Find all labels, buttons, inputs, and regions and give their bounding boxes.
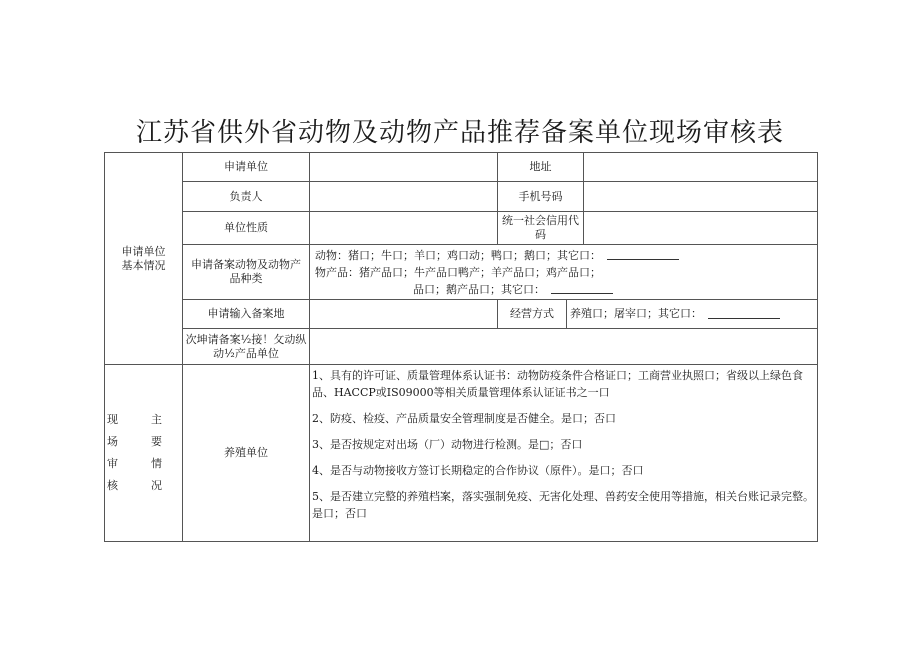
review-label-row <box>105 475 162 497</box>
review-section-label <box>104 364 183 542</box>
review-label-row <box>105 453 162 475</box>
phone-field[interactable] <box>583 181 818 212</box>
mode-label: 经营方式 <box>497 299 567 329</box>
place-field[interactable] <box>309 299 498 329</box>
review-char: 况 <box>151 479 162 492</box>
species-line-3[interactable]: 品口；鹅产品口；其它口： <box>413 282 545 296</box>
species-other-animal-blank[interactable] <box>607 250 679 260</box>
review-form-table <box>104 152 818 542</box>
mode-value[interactable]: 养殖口；屠宰口；其它口： <box>570 307 702 320</box>
species-options <box>309 244 818 300</box>
phone-label: 手机号码 <box>497 181 584 212</box>
farm-unit-label: 养殖单位 <box>182 364 310 542</box>
principal-field[interactable] <box>309 181 498 212</box>
review-char: 审 <box>107 457 118 470</box>
form-title: 江苏省供外省动物及动物产品推荐备案单位现场审核表 <box>135 118 784 148</box>
principal-label: 负责人 <box>182 181 310 212</box>
mode-options[interactable] <box>566 299 818 329</box>
applicant-field[interactable] <box>309 152 498 182</box>
review-item-2[interactable]: 2、防疫、检疫、产品质量安全管理制度是否健全。是口；否口 <box>312 412 616 425</box>
review-char: 要 <box>151 435 162 448</box>
receiver-field[interactable] <box>309 328 818 365</box>
review-label-row <box>105 431 162 453</box>
review-item-5[interactable]: 5、是否建立完整的养殖档案，落实强制免疫、无害化处理、兽药安全使用等措施，相关台账记录完整。是口；否口 <box>312 490 814 520</box>
nature-label: 单位性质 <box>182 211 310 245</box>
address-label: 地址 <box>497 152 584 182</box>
credit-code-label: 统一社会信用代码 <box>497 211 584 245</box>
review-char: 场 <box>107 435 118 448</box>
mode-other-blank[interactable] <box>708 309 780 319</box>
review-item-1[interactable]: 1、具有的许可证、质量管理体系认证书：动物防疫条件合格证口；工商营业执照口；省级以上绿色食品、HACCP或IS09000等相关质量管理体系认证证书之一口 <box>312 369 803 399</box>
nature-field[interactable] <box>309 211 498 245</box>
species-line-1[interactable]: 动物：猪口；牛口；羊口；鸡口动；鸭口；鹅口；其它口： <box>315 248 601 262</box>
species-label: 申请备案动物及动物产品种类 <box>182 244 310 300</box>
review-label-row <box>105 409 162 431</box>
review-item-4[interactable]: 4、是否与动物接收方签订长期稳定的合作协议（原件）。是口；否口 <box>312 464 644 477</box>
species-line-2[interactable]: 物产品：猪产品口；牛产品口鸭产；羊产品口；鸡产品口； <box>315 265 601 279</box>
credit-code-field[interactable] <box>583 211 818 245</box>
review-char: 主 <box>151 413 162 426</box>
place-label: 申请输入备案地 <box>182 299 310 329</box>
review-item-3[interactable]: 3、是否按规定对出场（厂）动物进行检测。是□；否口 <box>312 438 583 451</box>
basic-info-section-label: 申请单位基本情况 <box>104 152 183 365</box>
farm-review-items <box>309 364 818 542</box>
applicant-label: 申请单位 <box>182 152 310 182</box>
address-field[interactable] <box>583 152 818 182</box>
receiver-label: 次坤请备案½接！攵动纵动½产品单位 <box>182 328 310 365</box>
review-char: 情 <box>151 457 162 470</box>
species-other-product-blank[interactable] <box>551 284 613 294</box>
review-char: 核 <box>107 479 118 492</box>
review-char: 现 <box>107 413 118 426</box>
